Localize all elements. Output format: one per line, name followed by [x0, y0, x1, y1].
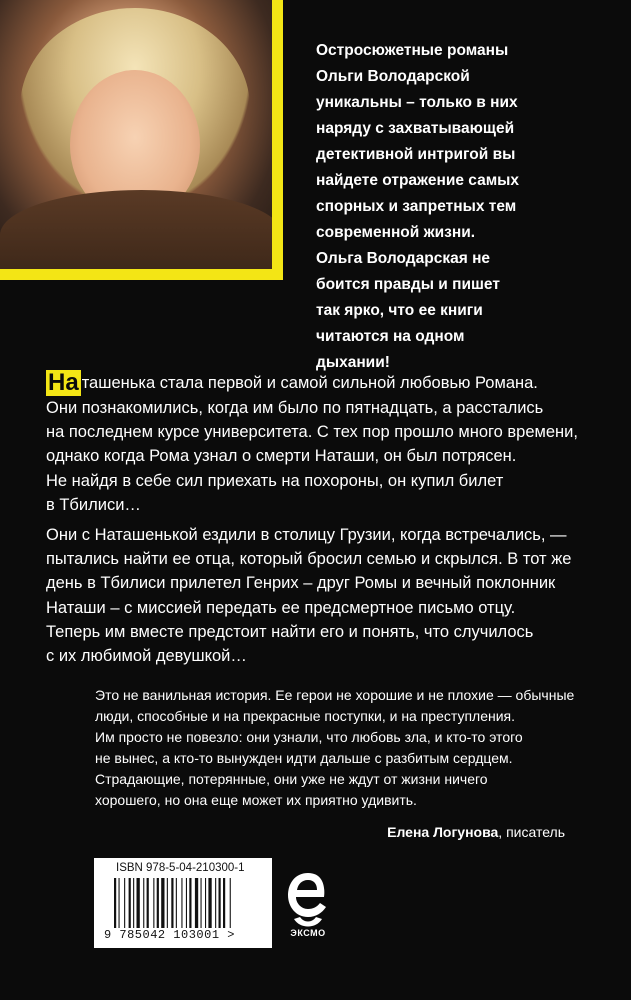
promo-line: уникальны – только в них: [316, 94, 518, 111]
promo-line: так ярко, что ее книги: [316, 302, 483, 319]
synopsis-line: Не найдя в себе сил приехать на похороны, он купил билет: [46, 471, 504, 490]
promo-line: читаются на одном: [316, 328, 465, 345]
promo-line: боится правды и пишет: [316, 276, 500, 293]
barcode-digits: 9 785042 103001 >: [104, 928, 235, 942]
review-line: Им просто не повезло: они узнали, что любовь зла, и кто-то этого: [95, 729, 523, 745]
review-author: [95, 822, 615, 843]
synopsis-first-line-text: ташенька стала первой и самой сильной любовью Романа.: [81, 374, 538, 392]
barcode-icon: [114, 878, 254, 928]
synopsis-line: Они с Наташенькой ездили в столицу Грузии, когда встречались, —: [46, 526, 567, 545]
synopsis-line: в Тбилиси…: [46, 495, 141, 514]
review-line: Страдающие, потерянные, они уже не ждут от жизни ничего: [95, 771, 488, 787]
promo-line: найдете отражение самых: [316, 172, 520, 189]
promo-line: современной жизни.: [316, 224, 476, 241]
synopsis-line: Наташи – с миссией передать ее предсмертное письмо отцу.: [46, 598, 516, 617]
review-line: люди, способные и на прекрасные поступки, и на преступления.: [95, 708, 516, 724]
isbn-text: ISBN 978-5-04-210300-1: [116, 862, 245, 874]
promo-line: Остросюжетные романы: [316, 42, 509, 59]
promo-line: дыхании!: [316, 354, 390, 371]
promo-line: детективной интригой вы: [316, 146, 516, 163]
author-photo-jacket: [0, 190, 283, 280]
review-author-role: , писатель: [498, 824, 565, 840]
review-line: не вынес, а кто-то вынужден идти дальше с разбитым сердцем.: [95, 750, 513, 766]
promo-line: спорных и запретных тем: [316, 198, 517, 215]
review-author-name: Елена Логунова: [387, 824, 499, 840]
review-quote: [95, 685, 615, 843]
promo-line: Ольги Володарской: [316, 68, 470, 85]
synopsis-first-line: [46, 370, 606, 396]
barcode-label: [94, 858, 272, 948]
synopsis-line: день в Тбилиси прилетел Генрих – друг Ромы и вечный поклонник: [46, 574, 556, 593]
synopsis: [46, 370, 606, 668]
synopsis-line: пытались найти ее отца, который бросил семью и скрылся. В тот же: [46, 550, 572, 569]
synopsis-line: однако когда Рома узнал о смерти Наташи, он был потрясен.: [46, 447, 517, 466]
synopsis-line: с их любимой девушкой…: [46, 647, 247, 666]
review-line: Это не ванильная история. Ее герои не хорошие и не плохие — обычные: [95, 687, 575, 703]
synopsis-line: на последнем курсе университета. С тех пор прошло много времени,: [46, 423, 578, 442]
synopsis-line: Теперь им вместе предстоит найти его и понять, что случилось: [46, 622, 534, 641]
promo-text: [316, 38, 616, 376]
synopsis-line: Они познакомились, когда им было по пятнадцать, а расстались: [46, 399, 544, 417]
promo-line: наряду с захватывающей: [316, 120, 515, 137]
review-line: хорошего, но она еще может их приятно удивить.: [95, 792, 417, 808]
author-photo: [0, 0, 283, 280]
photo-frame-bottom: [0, 269, 283, 280]
photo-frame-right: [272, 0, 283, 280]
publisher-name: ЭКСМО: [290, 928, 326, 938]
promo-line: Ольга Володарская не: [316, 250, 491, 267]
dropcap: На: [48, 369, 79, 396]
